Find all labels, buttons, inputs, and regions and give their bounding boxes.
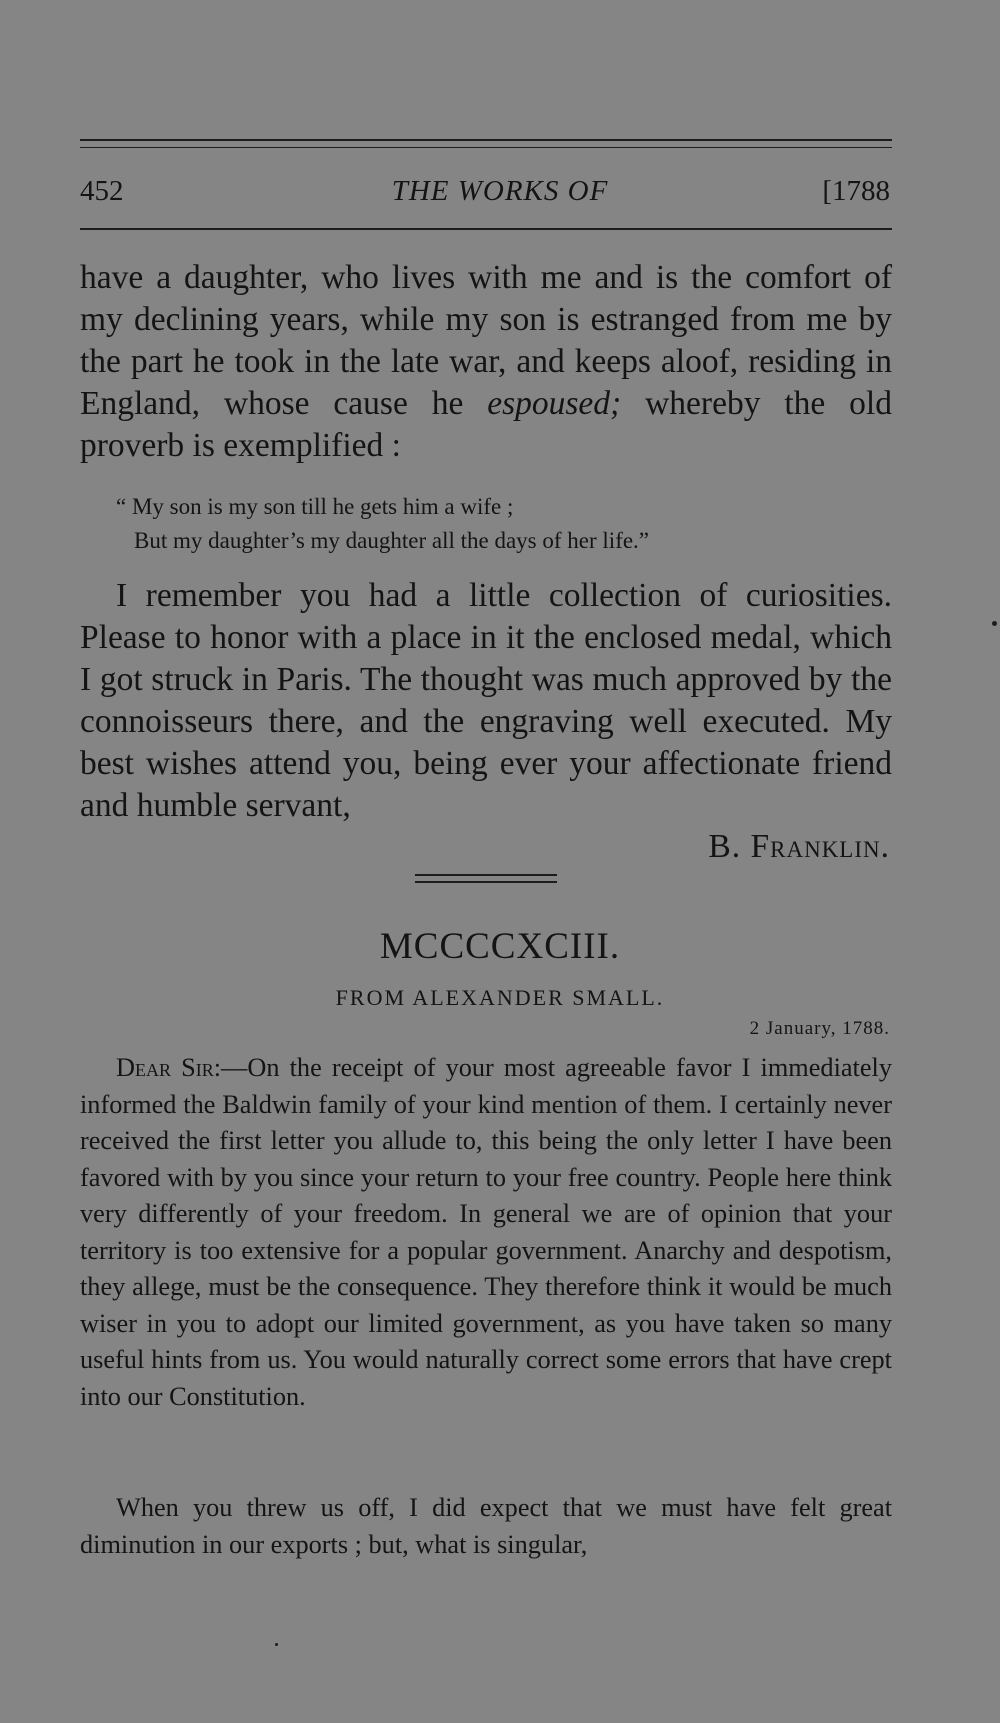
scan-speck <box>992 621 997 626</box>
letter-paragraph: When you threw us off, I did expect that we must have felt great diminution in our exports ; but, what is singular, <box>80 1493 892 1559</box>
letter-date: 2 January, 1788. <box>749 1018 890 1039</box>
proverb-line-1: “ My son is my son till he gets him a wife ; <box>116 494 514 519</box>
letter-paragraph: Dear Sir:—On the receipt of your most agreeable favor I immediately informed the Baldwin family of your kind mention of them. I certainly never received the first letter you allude to, this being the only letter I have been favored with by you since your return to your free country. People here think very differently of your freedom. In general we are of opinion that your territory is too extensive for a popular government. Anarchy and despotism, they allege, must be the consequence. They therefore think it would be much wiser in you to adopt our limited government, as you have taken so many useful hints from us. You would naturally correct some errors that have crept into our Constitution. <box>80 1053 892 1411</box>
running-year: [1788 <box>822 175 890 207</box>
salutation: Dear Sir <box>116 1053 214 1082</box>
header-rule-bottom <box>80 228 892 230</box>
running-title: THE WORKS OF <box>391 175 609 207</box>
letter-paragraph: have a daughter, who lives with me and is the comfort of my declining years, while my son is estranged from me by the part he took in the late war, and keeps aloof, residing in England, whose cause he espoused; whereby the old proverb is exemplified : <box>80 259 892 464</box>
section-divider-second <box>415 881 557 883</box>
letter-number: MCCCCXCIII. <box>379 926 621 967</box>
signature: B. Franklin. <box>708 828 890 865</box>
letter-paragraph: I remember you had a little collection of curiosities. Please to honor with a place in it the enclosed medal, which I got struck in Paris. The thought was much approved by the connoisseurs there, and the engraving well executed. My best wishes attend you, being ever your affectionate friend and humble servant, <box>80 577 892 824</box>
scan-speck <box>275 1643 278 1646</box>
page-number: 452 <box>80 175 124 207</box>
header-rule-top <box>80 139 892 141</box>
proverb-line-2: But my daughter’s my daughter all the days of her life.” <box>134 528 650 553</box>
header-rule-top-second <box>80 147 892 148</box>
section-divider <box>415 874 557 876</box>
letter-from-line: FROM ALEXANDER SMALL. <box>335 985 665 1010</box>
italic-word: espoused; <box>487 385 622 422</box>
